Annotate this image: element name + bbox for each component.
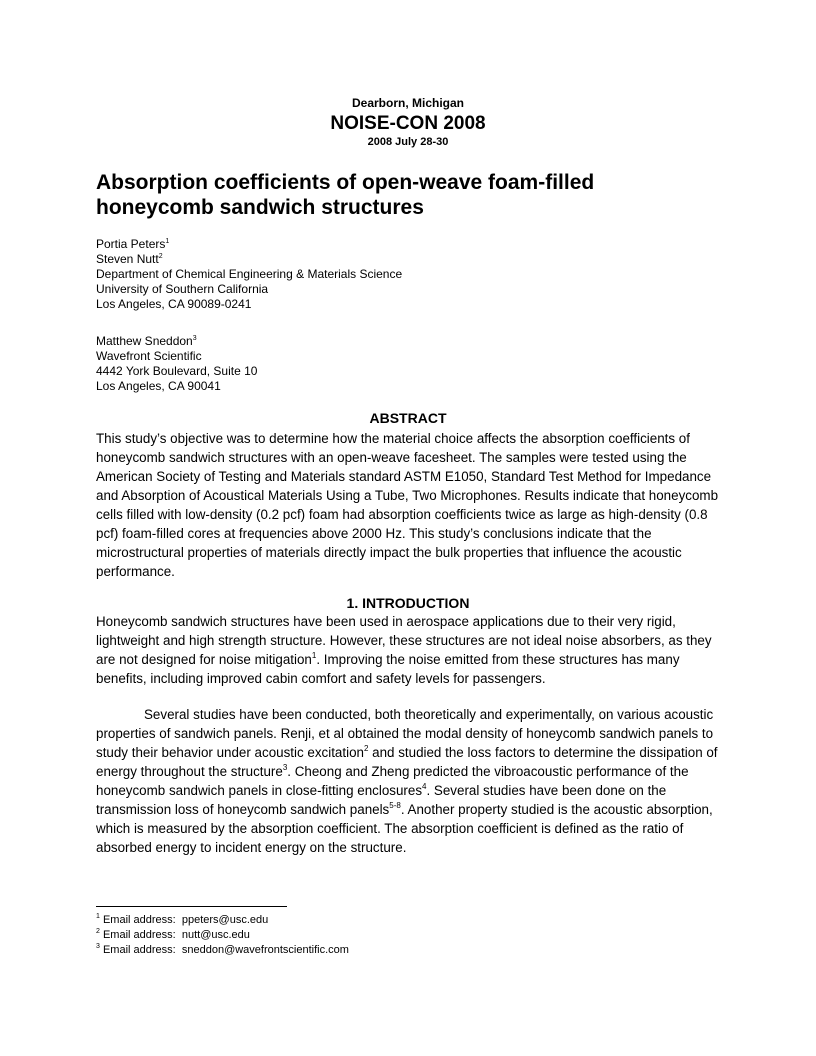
footnote-marker: 1 — [165, 238, 170, 245]
affiliation-department: Department of Chemical Engineering & Materials Science — [96, 267, 403, 281]
author-block-wavefront — [96, 334, 257, 394]
affiliation-city: Los Angeles, CA 90041 — [96, 379, 221, 393]
author-line — [96, 334, 257, 349]
text-run: and studied the loss factors to determine the dissipation of energy throughout the structure — [96, 745, 718, 779]
citation-marker: 2 — [363, 744, 369, 753]
footnote-label: Email address: — [102, 914, 176, 926]
conference-dates: 2008 July 28-30 — [367, 136, 449, 148]
author-name: Portia Peters — [96, 237, 166, 251]
abstract-heading: ABSTRACT — [369, 410, 447, 426]
text-run: . Several studies have been done on the transmission loss of honeycomb sandwich panels — [96, 783, 667, 817]
text-run: Several studies have been conducted, both theoretically and experimentally, on various acoustic properties of sandwich panels. Renji, et al obtained the modal density of honeycomb sandwich panels to study their behavior under acoustic excitation — [96, 707, 714, 760]
footnote-label: Email address: — [102, 944, 176, 956]
conference-name: NOISE-CON 2008 — [330, 113, 486, 134]
footnote-marker: 3 — [96, 943, 100, 950]
footnote-marker: 2 — [96, 928, 100, 935]
introduction-paragraph-1 — [96, 612, 720, 688]
footnote-label: Email address: — [102, 929, 176, 941]
affiliation-city: Los Angeles, CA 90089-0241 — [96, 297, 252, 311]
abstract-text: This study’s objective was to determine how the material choice affects the absorption coefficients of honeycomb sandwich structures with an open-weave facesheet. The samples were tested using the American Society of Testing and Materials standard ASTM E1050, Standard Test Method for Impedance and Absorption of Acoustical Materials Using a Tube, Two Microphones. Results indicate that honeycomb cells filled with low-density (0.2 pcf) foam had absorption coefficients twice as large as high-density (0.8 pcf) foam-filled cores at frequencies above 2000 Hz. This study’s conclusions indicate that the microstructural properties of materials directly impact the bulk properties that influence the acoustic performance. — [96, 431, 719, 579]
citation-marker: 5-8 — [389, 801, 401, 810]
text-run: . Cheong and Zheng predicted the vibroacoustic performance of the honeycomb sandwich panels in close-fitting enclosures — [96, 764, 689, 798]
footnote — [96, 913, 349, 928]
introduction-heading: 1. INTRODUCTION — [346, 595, 470, 611]
affiliation-street: 4442 York Boulevard, Suite 10 — [96, 364, 258, 378]
author-name: Steven Nutt — [96, 252, 159, 266]
citation-marker: 3 — [282, 763, 288, 772]
footnote-marker: 3 — [192, 335, 197, 342]
text-run: . Another property studied is the acoustic absorption, which is measured by the absorption coefficient. The absorption coefficient is defined as the ratio of absorbed energy to incident energy on the structure. — [96, 802, 713, 855]
footnote-email-link[interactable]: ppeters@usc.edu — [181, 914, 269, 926]
introduction-paragraph-2 — [96, 705, 720, 857]
conference-location: Dearborn, Michigan — [351, 96, 464, 110]
author-line — [96, 252, 402, 267]
footnote-divider — [96, 906, 287, 907]
footnote — [96, 928, 349, 943]
footnote-email-link[interactable]: sneddon@wavefrontscientific.com — [181, 944, 349, 956]
citation-marker: 1 — [311, 651, 317, 660]
footnotes — [96, 913, 349, 958]
author-block-usc — [96, 237, 402, 312]
footnote — [96, 943, 349, 958]
footnote-email-link[interactable]: nutt@usc.edu — [181, 929, 250, 941]
affiliation-university: University of Southern California — [96, 282, 269, 296]
paper-title: Absorption coefficients of open-weave foam-filled honeycomb sandwich structures — [96, 171, 595, 219]
text-run: . Improving the noise emitted from these structures has many benefits, including improved cabin comfort and safety levels for passengers. — [96, 652, 680, 686]
footnote-marker: 1 — [96, 913, 100, 920]
author-name: Matthew Sneddon — [96, 334, 193, 348]
affiliation-company: Wavefront Scientific — [96, 349, 202, 363]
citation-marker: 4 — [422, 782, 427, 791]
text-run: Honeycomb sandwich structures have been used in aerospace applications due to their very rigid, lightweight and high strength structure. However, these structures are not ideal noise absorbers, as they are not designed for noise mitigation — [96, 614, 712, 667]
footnote-marker: 2 — [158, 253, 163, 260]
author-line — [96, 237, 402, 252]
